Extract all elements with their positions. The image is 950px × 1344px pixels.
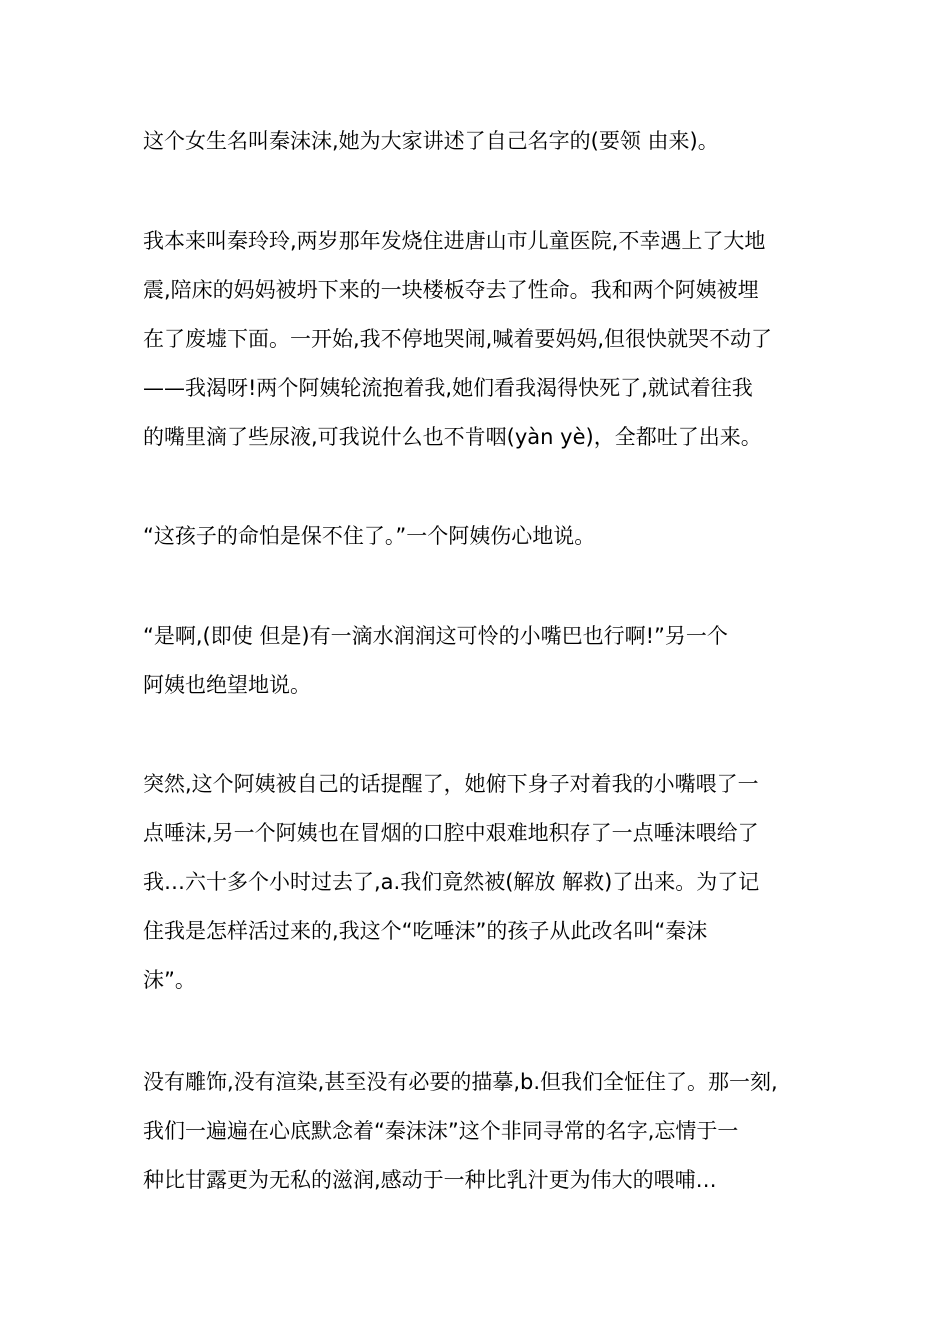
text-line: 沫”。: [143, 968, 196, 992]
paragraph-quote-1: [143, 512, 813, 561]
paragraph-quote-2: [143, 612, 813, 710]
text-line: 没有雕饰,没有渲染,甚至没有必要的描摹,b.但我们全怔住了。那一刻,: [143, 1070, 778, 1094]
text-line: ——我渴呀!两个阿姨轮流抱着我,她们看我渴得快死了,就试着往我: [143, 376, 753, 400]
paragraph-reflection: [143, 1058, 813, 1205]
paragraph-earthquake: [143, 217, 813, 462]
paragraph-rescue: [143, 760, 813, 1005]
text-line: 我们一遍遍在心底默念着“秦沫沫”这个非同寻常的名字,忘情于一: [143, 1119, 739, 1143]
text-line: 我本来叫秦玲玲,两岁那年发烧住进唐山市儿童医院,不幸遇上了大地: [143, 229, 766, 253]
text-line: “这孩子的命怕是保不住了。”一个阿姨伤心地说。: [143, 524, 596, 548]
text-line: “是啊,(即使 但是)有一滴水润润这可怜的小嘴巴也行啊!”另一个: [143, 624, 728, 648]
text-line: 突然,这个阿姨被自己的话提醒了，她俯下身子对着我的小嘴喂了一: [143, 772, 759, 796]
text-line: 震,陪床的妈妈被坍下来的一块楼板夺去了性命。我和两个阿姨被埋: [143, 278, 759, 302]
text-line: 这个女生名叫秦沫沫,她为大家讲述了自己名字的(要领 由来)。: [143, 129, 719, 153]
text-line: 种比甘露更为无私的滋润,感动于一种比乳汁更为伟大的喂哺…: [143, 1168, 717, 1192]
text-line: 点唾沫,另一个阿姨也在冒烟的口腔中艰难地积存了一点唾沫喂给了: [143, 821, 759, 845]
text-line: 的嘴里滴了些尿液,可我说什么也不肯咽(yàn yè)，全都吐了出来。: [143, 425, 762, 449]
text-line: 在了废墟下面。一开始,我不停地哭闹,喊着要妈妈,但很快就哭不动了: [143, 327, 773, 351]
paragraph-intro: [143, 117, 813, 166]
text-line: 阿姨也绝望地说。: [143, 673, 311, 697]
text-line: 我…六十多个小时过去了,a.我们竟然被(解放 解救)了出来。为了记: [143, 870, 760, 894]
text-line: 住我是怎样活过来的,我这个“吃唾沫”的孩子从此改名叫“秦沫: [143, 919, 708, 943]
